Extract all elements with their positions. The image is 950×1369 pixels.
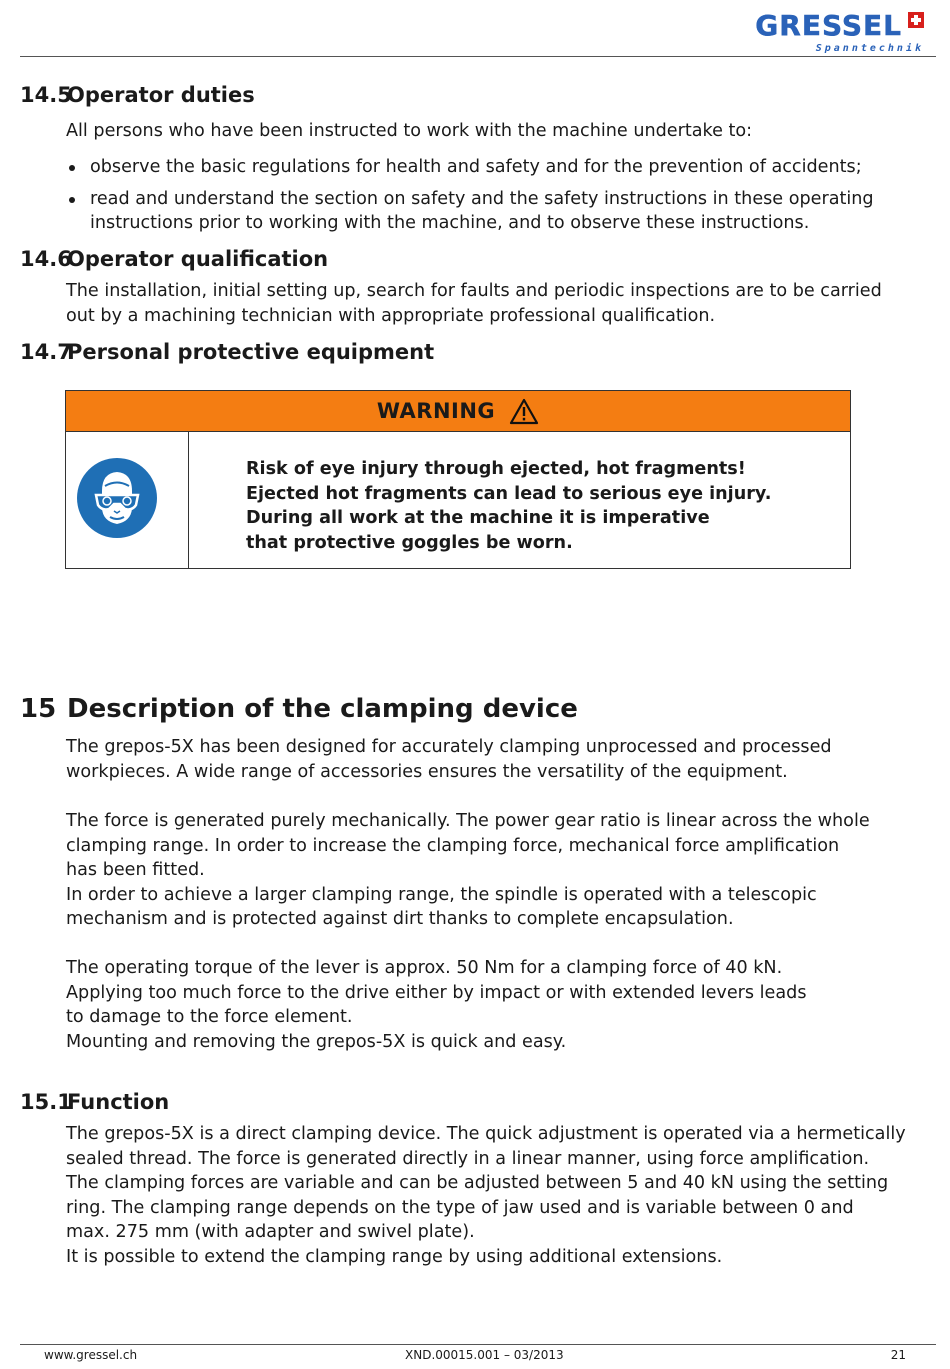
section-number: 15 [20, 694, 57, 724]
text-line: The grepos-5X has been designed for accurately clamping unprocessed and processed [66, 737, 832, 757]
footer-website-link[interactable]: www.gressel.ch [44, 1348, 138, 1362]
text-line: has been fitted. [66, 860, 205, 880]
heading-description-clamping-device [20, 692, 578, 726]
warning-box [65, 390, 851, 569]
operator-qualification-text [66, 279, 896, 328]
list-item [66, 187, 896, 236]
section-title: Operator qualification [67, 247, 329, 271]
bullet-icon [69, 197, 75, 203]
list-item [66, 155, 896, 180]
warning-line: Ejected hot fragments can lead to serious eye injury. [246, 483, 772, 504]
function-paragraph [66, 1122, 906, 1269]
text-line: ring. The clamping range depends on the type of jaw used and is variable between 0 and [66, 1197, 854, 1218]
eye-protection-mandatory-icon [74, 455, 160, 541]
warning-header [66, 391, 850, 432]
section-title: Operator duties [67, 83, 255, 107]
description-paragraph-2 [66, 809, 896, 932]
text-line: The operating torque of the lever is approx. 50 Nm for a clamping force of 40 kN. [66, 958, 783, 978]
section-title: Function [67, 1090, 170, 1114]
section-title: Personal protective equipment [67, 340, 435, 364]
list-item-line: read and understand the section on safety and the safety instructions in these operating [90, 188, 874, 209]
warning-message [246, 457, 771, 555]
section-number: 14.6 [20, 247, 72, 271]
section-title: Description of the clamping device [67, 694, 578, 724]
text-line: to damage to the force element. [66, 1007, 353, 1027]
text-line: The installation, initial setting up, search for faults and periodic inspections are to be carried [66, 281, 882, 301]
warning-line: that protective goggles be worn. [246, 532, 573, 553]
description-paragraph-1 [66, 735, 896, 784]
header-divider [20, 56, 936, 57]
warning-icon-cell [66, 431, 189, 568]
list-item-line: instructions prior to working with the machine, and to observe these instructions. [90, 213, 810, 233]
heading-operator-duties [20, 81, 255, 109]
footer-document-reference: XND.00015.001 – 03/2013 [405, 1348, 564, 1362]
warning-triangle-icon [509, 398, 539, 425]
logo-wordmark: GRESSEL [755, 9, 902, 42]
heading-operator-qualification [20, 245, 328, 273]
footer-page-number: 21 [890, 1348, 906, 1362]
text-line: It is possible to extend the clamping range by using additional extensions. [66, 1246, 723, 1267]
text-line: The grepos-5X is a direct clamping device. The quick adjustment is operated via a hermetically [66, 1124, 906, 1144]
operator-duties-intro: All persons who have been instructed to work with the machine undertake to: [66, 121, 753, 141]
list-item-line: observe the basic regulations for health and safety and for the prevention of accidents; [90, 157, 862, 177]
section-number: 14.5 [20, 83, 72, 107]
footer-divider [20, 1344, 936, 1345]
operator-duties-list [66, 155, 896, 243]
section-number: 14.7 [20, 340, 72, 364]
logo-subtitle: Spanntechnik [815, 43, 924, 54]
text-line: Applying too much force to the drive either by impact or with extended levers leads [66, 982, 807, 1003]
bullet-icon [69, 165, 75, 171]
text-line: clamping range. In order to increase the clamping force, mechanical force amplification [66, 835, 840, 856]
description-paragraph-3 [66, 956, 896, 1054]
text-line: In order to achieve a larger clamping range, the spindle is operated with a telescopic [66, 884, 817, 905]
text-line: max. 275 mm (with adapter and swivel plate). [66, 1222, 475, 1242]
text-line: mechanism and is protected against dirt thanks to complete encapsulation. [66, 909, 734, 929]
text-line: out by a machining technician with appropriate professional qualification. [66, 305, 716, 326]
text-line: sealed thread. The force is generated directly in a linear manner, using force amplification. [66, 1148, 870, 1169]
swiss-flag-icon [908, 12, 924, 28]
text-line: The clamping forces are variable and can be adjusted between 5 and 40 kN using the setting [66, 1173, 889, 1193]
text-line: Mounting and removing the grepos-5X is quick and easy. [66, 1031, 567, 1052]
text-line: The force is generated purely mechanically. The power gear ratio is linear across the whole [66, 811, 870, 831]
heading-function [20, 1088, 169, 1116]
gressel-logo [718, 10, 924, 56]
text-line: workpieces. A wide range of accessories ensures the versatility of the equipment. [66, 761, 788, 782]
warning-title: WARNING [376, 399, 496, 423]
section-number: 15.1 [20, 1090, 72, 1114]
warning-line: During all work at the machine it is imperative [246, 508, 710, 528]
warning-line: Risk of eye injury through ejected, hot fragments! [246, 459, 746, 479]
heading-personal-protective-equipment [20, 338, 434, 366]
